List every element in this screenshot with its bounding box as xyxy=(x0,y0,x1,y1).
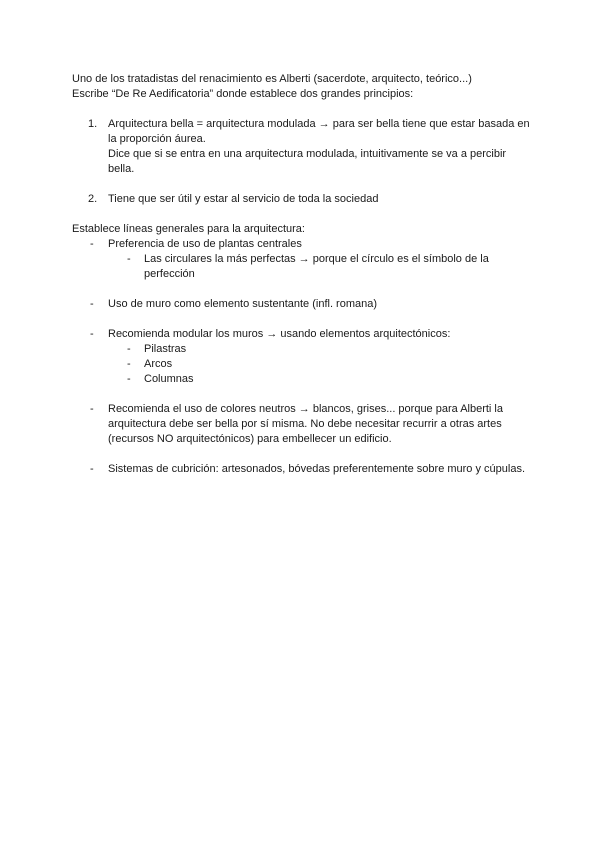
intro-line-1: Uno de los tratadistas del renacimiento es Alberti (sacerdote, arquitecto, teórico...) xyxy=(72,73,472,85)
principle-text: Arquitectura bella = arquitectura modulada → para ser bella tiene que estar basada en la proporción áurea. xyxy=(108,118,530,145)
guideline-text: Uso de muro como elemento sustentante (infl. romana) xyxy=(108,298,378,310)
sub-item xyxy=(108,372,532,387)
guideline-item-5 xyxy=(72,462,532,477)
dash-bullet: - xyxy=(127,343,131,355)
dash-bullet: - xyxy=(90,298,94,310)
document-page xyxy=(72,72,532,477)
sub-item xyxy=(108,252,532,282)
principle-text: Tiene que ser útil y estar al servicio de toda la sociedad xyxy=(108,193,379,205)
sub-item-text: Pilastras xyxy=(144,343,187,355)
sub-item-text: Columnas xyxy=(144,373,194,385)
guideline-text: Sistemas de cubrición: artesonados, bóvedas preferentemente sobre muro y cúpulas. xyxy=(108,463,526,475)
guideline-item-4 xyxy=(72,402,532,447)
guideline-item-1 xyxy=(72,237,532,282)
list-number: 2. xyxy=(88,193,98,205)
dash-bullet: - xyxy=(127,358,131,370)
guideline-item-3 xyxy=(72,327,532,387)
section-heading: Establece líneas generales para la arquitectura: xyxy=(72,223,305,235)
guideline-item-2 xyxy=(72,297,532,312)
principles-list xyxy=(72,117,532,207)
dash-bullet: - xyxy=(90,403,94,415)
sub-item xyxy=(108,357,532,372)
list-number: 1. xyxy=(88,118,98,130)
sub-list xyxy=(108,342,532,387)
guidelines-list xyxy=(72,237,532,477)
sub-item-text: Las circulares la más perfectas → porque el círculo es el símbolo de la perfección xyxy=(144,253,489,280)
dash-bullet: - xyxy=(90,238,94,250)
sub-list xyxy=(108,252,532,282)
guideline-text: Recomienda el uso de colores neutros → blancos, grises... porque para Alberti la arquitectura debe ser bella por sí misma. No debe necesitar recurrir a otras artes (recursos NO arquitectónicos) para embellecer un edificio. xyxy=(108,403,503,445)
dash-bullet: - xyxy=(90,463,94,475)
intro-line-2: Escribe “De Re Aedificatoria” donde establece dos grandes principios: xyxy=(72,88,414,100)
sub-item xyxy=(108,342,532,357)
dash-bullet: - xyxy=(90,328,94,340)
principle-item-2 xyxy=(72,192,532,207)
intro-paragraph xyxy=(72,72,532,102)
sub-item-text: Arcos xyxy=(144,358,173,370)
guideline-text: Preferencia de uso de plantas centrales xyxy=(108,238,302,250)
principle-note: Dice que si se entra en una arquitectura modulada, intuitivamente se va a percibir bella. xyxy=(108,148,507,175)
dash-bullet: - xyxy=(127,253,131,265)
guideline-text: Recomienda modular los muros → usando elementos arquitectónicos: xyxy=(108,328,451,340)
dash-bullet: - xyxy=(127,373,131,385)
principle-item-1 xyxy=(72,117,532,177)
